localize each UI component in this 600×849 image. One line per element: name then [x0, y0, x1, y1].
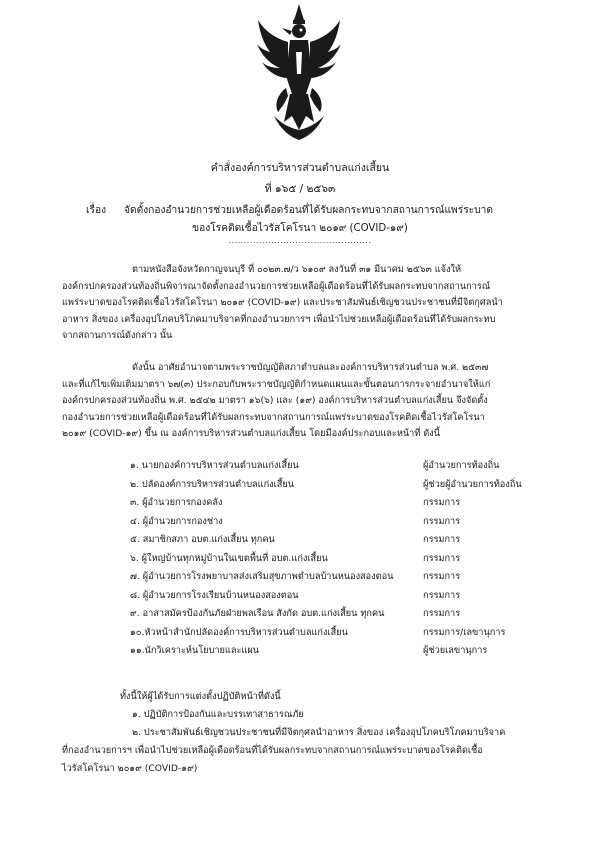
duty-item: ๑. ปฏิบัติการป้องกันและบรรเทาสาธารณภัย: [132, 709, 304, 720]
member-name: ๕. สมาชิกสภา อบต.แก่งเสี้ยน ทุกคน: [130, 534, 275, 545]
member-name: ๙. อาสาสมัครป้องกันภัยฝ่ายพลเรือน สังกัด อบต.แก่งเสี้ยน ทุกคน: [130, 608, 385, 619]
member-name: ๑. นายกองค์การบริหารส่วนตำบลแก่งเสี้ยน: [130, 460, 299, 471]
paragraph-line: องค์กรปกครองส่วนท้องถิ่น พ.ศ. ๒๕๔๒ มาตรา ๑๖(๖) และ (๑๙) องค์การบริหารส่วนตำบลแก่งเสี้ยน จึงจัดตั้ง: [62, 395, 488, 406]
paragraph-line: อาหาร สิ่งของ เครื่องอุปโภคบริโภคมาบริจาคที่กองอำนวยการฯ เพื่อนำไปช่วยเหลือผู้เดือดร้อนที่ได้รับผลกระทบ: [62, 313, 496, 325]
paragraph-1: [62, 262, 542, 345]
member-role: กรรมการ: [423, 571, 461, 582]
member-name: ๓. ผู้อำนวยการกองคลัง: [130, 497, 223, 508]
member-role: กรรมการ: [423, 534, 461, 545]
member-name: ๔. ผู้อำนวยการกองช่าง: [130, 515, 223, 527]
duties-intro: ทั้งนี้ให้ผู้ได้รับการแต่งตั้งปฏิบัติหน้าที่ดังนี้: [120, 691, 281, 702]
subject-label: เรื่อง: [86, 205, 107, 216]
list-item: [0, 458, 600, 476]
list-item: [0, 606, 600, 624]
order-number: ที่ ๑๖๕ / ๒๕๖๓: [264, 183, 336, 195]
list-item: [0, 532, 600, 550]
member-role: กรรมการ: [423, 497, 461, 508]
member-role: กรรมการ: [423, 589, 461, 601]
paragraph-line: และที่แก้ไขเพิ่มเติมมาตรา ๖๗(๓) ประกอบกับพระราชบัญญัติกำหนดแผนและขั้นตอนการกระจายอำนาจให้แก่: [62, 378, 491, 390]
paragraph-line: ดังนั้น อาศัยอำนาจตามพระราชบัญญัติสภาตำบลและองค์การบริหารส่วนตำบล พ.ศ. ๒๕๓๗: [132, 362, 489, 373]
duties-section: [62, 688, 542, 778]
paragraph-line: แพร่ระบาดของโรคติดเชื้อไวรัสโคโรนา ๒๐๑๙ (COVID-๑๙) และประชาสัมพันธ์เชิญชวนประชาชนที่มีจิตกุศลนำ: [62, 297, 503, 308]
paragraph-line: องค์กรปกครองส่วนท้องถิ่นพิจารณาจัดตั้งกองอำนวยการช่วยเหลือผู้เดือดร้อนที่ได้รับผลกระทบจากสถานการณ์: [62, 280, 491, 292]
member-role: ผู้อำนวยการท้องถิ่น: [423, 460, 500, 471]
paragraph-line: ๒๐๑๙ (COVID-๑๙) ขึ้น ณ องค์การบริหารส่วนตำบลแก่งเสี้ยน โดยมีองค์ประกอบและหน้าที่ ดังนี้: [62, 428, 441, 439]
member-name: ๗. ผู้อำนวยการโรงพยาบาลส่งเสริมสุขภาพตำบลบ้านหนองสองตอน: [130, 571, 394, 582]
paragraph-line: ตามหนังสือจังหวัดกาญจนบุรี ที่ ๐๐๒๓.๗/ว ๖๑๐๙ ลงวันที่ ๓๑ มีนาคม ๒๕๖๓ แจ้งให้: [132, 264, 462, 275]
member-name: ๖. ผู้ใหญ่บ้านทุกหมู่บ้านในเขตพื้นที่ อบต.แก่งเสี้ยน: [130, 552, 328, 564]
subject-line: [86, 202, 493, 218]
member-name: ๒. ปลัดองค์การบริหารส่วนตำบลแก่งเสี้ยน: [130, 478, 295, 490]
separator-line: ...............................................: [228, 236, 372, 245]
list-item: [0, 477, 600, 495]
member-name: ๑๐.หัวหน้าสำนักปลัดองค์การบริหารส่วนตำบลแก่งเสี้ยน: [130, 626, 348, 638]
subject-text-1: จัดตั้งกองอำนวยการช่วยเหลือผู้เดือดร้อนที่ได้รับผลกระทบจากสถานการณ์แพร่ระบาด: [124, 205, 493, 216]
paragraph-line: จากสถานการณ์ดังกล่าว นั้น: [62, 330, 173, 341]
list-item: [0, 495, 600, 513]
paragraph-line: กองอำนวยการช่วยเหลือผู้เดือดร้อนที่ได้รับผลกระทบจากสถานการณ์แพร่ระบาดของโรคติดเชื้อไวรัสโคโรนา: [62, 411, 485, 423]
duty-item: ๒. ประชาสัมพันธ์เชิญชวนประชาชนที่มีจิตกุศลนำอาหาร สิ่งของ เครื่องอุปโภคบริโภคมาบริจาค: [132, 727, 506, 738]
member-role: ผู้ช่วยผู้อำนวยการท้องถิ่น: [423, 478, 522, 490]
garuda-emblem-icon: [256, 4, 342, 154]
duty-item: ไวรัสโคโรนา ๒๐๑๙ (COVID-๑๙): [62, 763, 198, 774]
member-role: กรรมการ: [423, 515, 461, 527]
list-item: [0, 551, 600, 569]
member-role: กรรมการ/เลขานุการ: [423, 626, 506, 638]
member-name: ๘. ผู้อำนวยการโรงเรียนบ้านหนองสองตอน: [130, 589, 299, 601]
list-item: [0, 643, 600, 661]
subject-text-2: ของโรคติดเชื้อไวรัสโคโรนา ๒๐๑๙ (COVID-๑๙): [192, 223, 408, 234]
document-title: คำสั่งองค์การบริหารส่วนตำบลแก่งเสี้ยน: [210, 162, 390, 174]
list-item: [0, 569, 600, 587]
member-name: ๑๑.นักวิเคราะห์นโยบายและแผน: [130, 645, 260, 656]
list-item: [0, 514, 600, 532]
member-role: กรรมการ: [423, 552, 461, 564]
member-role: ผู้ช่วยเลขานุการ: [423, 645, 488, 656]
list-item: [0, 588, 600, 606]
list-item: [0, 625, 600, 643]
member-role: กรรมการ: [423, 608, 461, 619]
paragraph-2: [62, 360, 542, 443]
duty-item: ที่กองอำนวยการฯ เพื่อนำไปช่วยเหลือผู้เดือดร้อนที่ได้รับผลกระทบจากสถานการณ์แพร่ระบาดของโรคติดเชื้อ: [62, 745, 483, 756]
